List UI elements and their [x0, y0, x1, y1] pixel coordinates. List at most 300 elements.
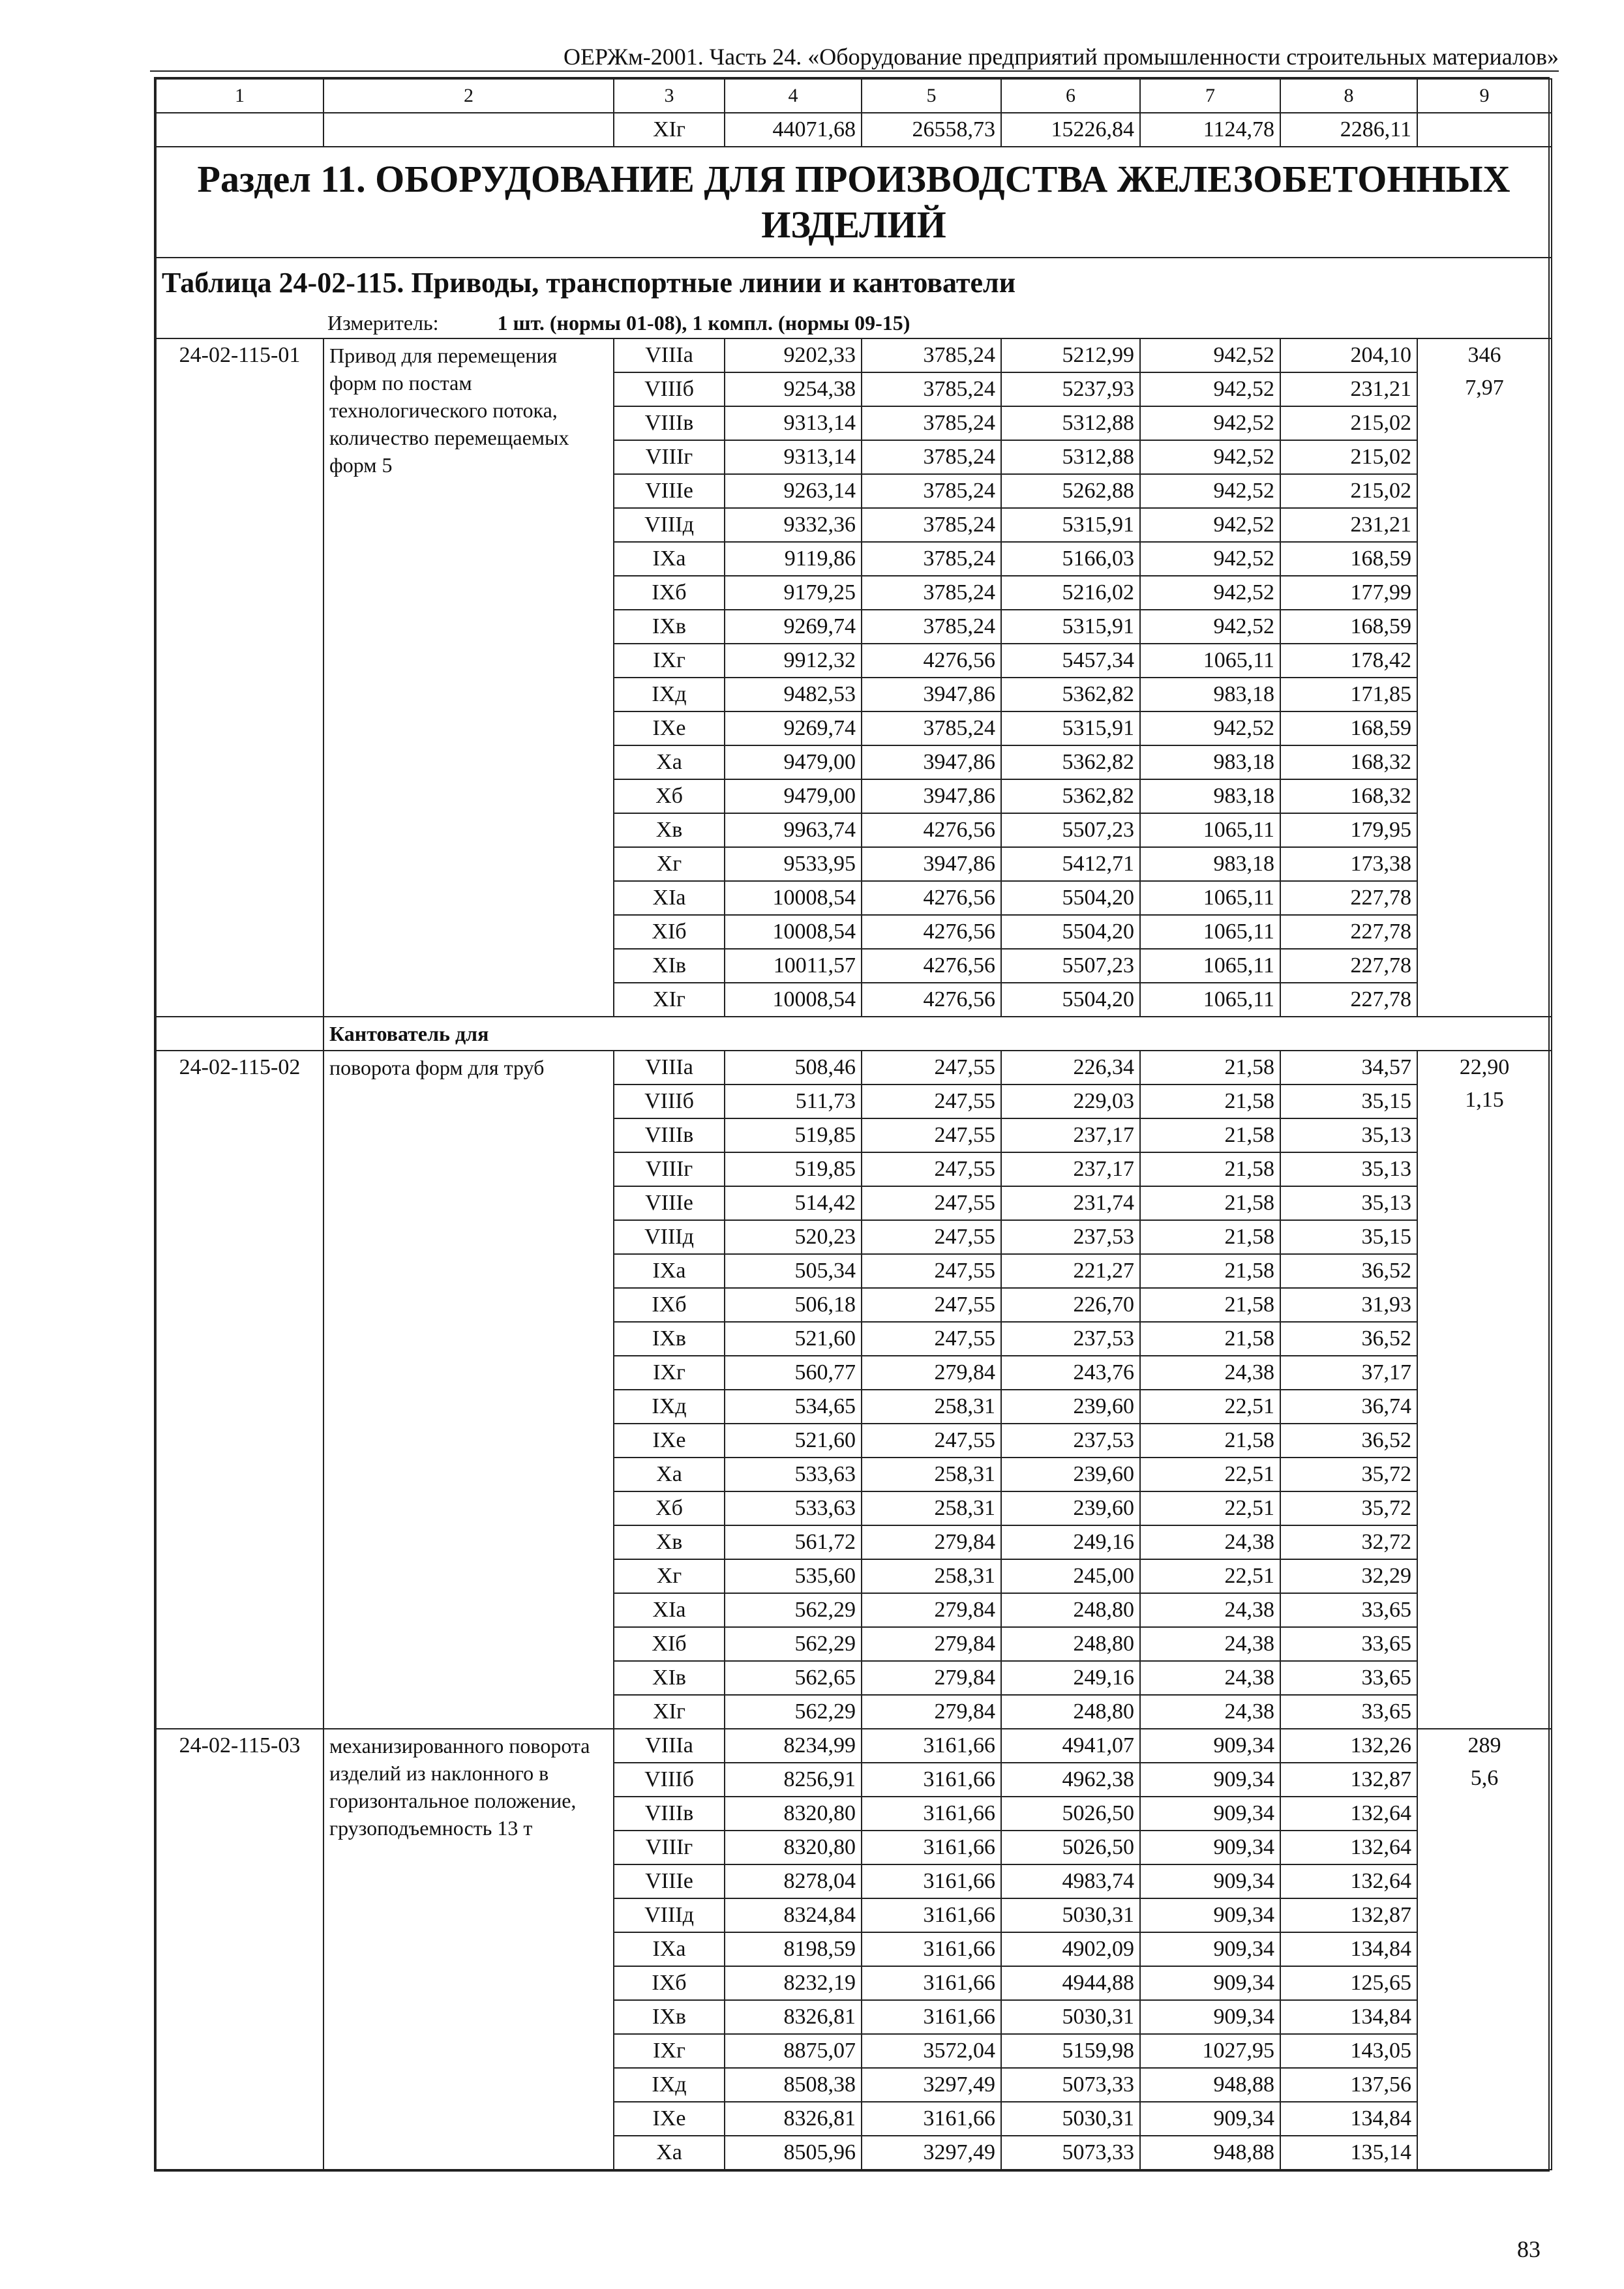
value-cell: 168,32 — [1280, 779, 1417, 813]
value-cell: 909,34 — [1140, 1898, 1280, 1932]
value-cell: 21,58 — [1140, 1254, 1280, 1288]
value-cell: 3947,86 — [862, 779, 1001, 813]
zone-cell: XIв — [614, 949, 725, 983]
value-cell: 561,72 — [725, 1525, 862, 1559]
value-cell: 227,78 — [1280, 949, 1417, 983]
value-cell: 9263,14 — [725, 474, 862, 508]
value-cell: 3785,24 — [862, 440, 1001, 474]
zone-cell: Xв — [614, 1525, 725, 1559]
value-cell: 3947,86 — [862, 678, 1001, 711]
zone-cell: VIIIг — [614, 1831, 725, 1864]
zone-cell: VIIIб — [614, 372, 725, 406]
value-cell: 4276,56 — [862, 983, 1001, 1017]
value-cell: 533,63 — [725, 1491, 862, 1525]
value-cell: 514,42 — [725, 1186, 862, 1220]
table-title: Таблица 24-02-115. Приводы, транспортные линии и кантователи — [156, 258, 1552, 308]
value-cell: 22,51 — [1140, 1458, 1280, 1491]
value-cell: 5030,31 — [1001, 2000, 1140, 2034]
value-cell: 1065,11 — [1140, 949, 1280, 983]
zone-cell: IXб — [614, 576, 725, 610]
meter-value: 1 шт. (нормы 01-08), 1 компл. (нормы 09-15) — [497, 311, 910, 335]
zone-cell: VIIIв — [614, 406, 725, 440]
value-cell: 942,52 — [1140, 610, 1280, 644]
value-cell: 521,60 — [725, 1424, 862, 1458]
subgroup-title-row — [156, 1017, 1552, 1051]
value-cell: 221,27 — [1001, 1254, 1140, 1288]
zone-cell: IXе — [614, 711, 725, 745]
norm-code: 24-02-115-03 — [156, 1729, 323, 2170]
value-cell: 534,65 — [725, 1390, 862, 1424]
value-cell: 4276,56 — [862, 881, 1001, 915]
value-cell: 132,87 — [1280, 1763, 1417, 1797]
value-cell: 983,18 — [1140, 779, 1280, 813]
value-cell: 22,51 — [1140, 1491, 1280, 1525]
zone-cell: IXг — [614, 2034, 725, 2068]
zone-cell: Xг — [614, 847, 725, 881]
value-cell: 3785,24 — [862, 576, 1001, 610]
value-cell: 3161,66 — [862, 1763, 1001, 1797]
section-title-row — [156, 147, 1552, 258]
value-cell: 168,59 — [1280, 711, 1417, 745]
zone-cell: IXв — [614, 1322, 725, 1356]
column-number: 5 — [862, 79, 1001, 113]
running-header: ОЕРЖм-2001. Часть 24. «Оборудование предприятий промышленности строительных материалов» — [563, 44, 1559, 70]
value-cell: 137,56 — [1280, 2068, 1417, 2102]
value-cell: 171,85 — [1280, 678, 1417, 711]
value-cell: 31,93 — [1280, 1288, 1417, 1322]
value-cell: 226,34 — [1001, 1051, 1140, 1085]
value-cell: 942,52 — [1140, 406, 1280, 440]
value-cell: 3785,24 — [862, 338, 1001, 372]
value-cell: 3161,66 — [862, 1831, 1001, 1864]
value-cell: 4983,74 — [1001, 1864, 1140, 1898]
zone-cell: VIIIа — [614, 1729, 725, 1763]
value-cell: 942,52 — [1140, 542, 1280, 576]
zone-cell: VIIIа — [614, 1051, 725, 1085]
value-cell: 942,52 — [1140, 711, 1280, 745]
value-cell: 9533,95 — [725, 847, 862, 881]
empty-cell — [156, 113, 323, 147]
value-cell: 3785,24 — [862, 610, 1001, 644]
value-cell: 35,72 — [1280, 1458, 1417, 1491]
value-cell: 5507,23 — [1001, 949, 1140, 983]
value-cell: 505,34 — [725, 1254, 862, 1288]
zone-cell: XIб — [614, 915, 725, 949]
value-cell: 942,52 — [1140, 372, 1280, 406]
value-cell: 3785,24 — [862, 372, 1001, 406]
empty-cell — [1417, 113, 1552, 147]
value-cell: 24,38 — [1140, 1695, 1280, 1729]
value-cell: 9313,14 — [725, 440, 862, 474]
value-cell: 562,65 — [725, 1661, 862, 1695]
labor-value: 1,15 — [1465, 1088, 1504, 1112]
value-cell: 15226,84 — [1001, 113, 1140, 147]
value-cell: 9179,25 — [725, 576, 862, 610]
carry-over-row — [156, 113, 1552, 147]
value-cell: 134,84 — [1280, 1932, 1417, 1966]
value-cell: 9482,53 — [725, 678, 862, 711]
value-cell: 247,55 — [862, 1085, 1001, 1118]
column-number: 9 — [1417, 79, 1552, 113]
value-cell: 8326,81 — [725, 2102, 862, 2136]
value-cell: 168,59 — [1280, 610, 1417, 644]
value-cell: 135,14 — [1280, 2136, 1417, 2170]
page-number: 83 — [1517, 2236, 1541, 2262]
meter-label: Измеритель: — [327, 311, 439, 335]
value-cell: 8278,04 — [725, 1864, 862, 1898]
labor-value: 346 — [1467, 343, 1501, 367]
column-number: 7 — [1140, 79, 1280, 113]
value-cell: 258,31 — [862, 1559, 1001, 1593]
zone-cell: IXг — [614, 1356, 725, 1390]
value-cell: 35,13 — [1280, 1186, 1417, 1220]
value-cell: 5315,91 — [1001, 508, 1140, 542]
value-cell: 227,78 — [1280, 915, 1417, 949]
column-number: 8 — [1280, 79, 1417, 113]
value-cell: 239,60 — [1001, 1458, 1140, 1491]
table-row — [156, 1729, 1552, 1763]
value-cell: 511,73 — [725, 1085, 862, 1118]
labor-cell — [1417, 1729, 1552, 2170]
value-cell: 5166,03 — [1001, 542, 1140, 576]
value-cell: 237,17 — [1001, 1152, 1140, 1186]
zone-cell: IXе — [614, 2102, 725, 2136]
value-cell: 179,95 — [1280, 813, 1417, 847]
zone-cell: Xб — [614, 779, 725, 813]
value-cell: 5030,31 — [1001, 2102, 1140, 2136]
norm-description: механизированного поворота изделий из наклонного в горизонтальное положение, грузоподъемность 13 т — [323, 1729, 614, 2170]
value-cell: 33,65 — [1280, 1627, 1417, 1661]
value-cell: 909,34 — [1140, 1966, 1280, 2000]
zone-cell: IXв — [614, 610, 725, 644]
column-number: 4 — [725, 79, 862, 113]
value-cell: 5504,20 — [1001, 983, 1140, 1017]
value-cell: 35,15 — [1280, 1085, 1417, 1118]
value-cell: 942,52 — [1140, 440, 1280, 474]
column-number: 3 — [614, 79, 725, 113]
zone-cell: XIг — [614, 1695, 725, 1729]
labor-value: 289 — [1467, 1733, 1501, 1758]
value-cell: 36,52 — [1280, 1424, 1417, 1458]
value-cell: 3161,66 — [862, 1898, 1001, 1932]
value-cell: 1065,11 — [1140, 644, 1280, 678]
value-cell: 3785,24 — [862, 711, 1001, 745]
value-cell: 248,80 — [1001, 1695, 1140, 1729]
value-cell: 5237,93 — [1001, 372, 1140, 406]
meter-row — [156, 308, 1552, 338]
value-cell: 3161,66 — [862, 1797, 1001, 1831]
zone-cell: VIIIб — [614, 1763, 725, 1797]
value-cell: 3785,24 — [862, 406, 1001, 440]
value-cell: 9912,32 — [725, 644, 862, 678]
zone-cell: IXв — [614, 2000, 725, 2034]
value-cell: 1065,11 — [1140, 813, 1280, 847]
value-cell: 22,51 — [1140, 1559, 1280, 1593]
zone-cell: IXг — [614, 644, 725, 678]
value-cell: 249,16 — [1001, 1661, 1140, 1695]
value-cell: 9963,74 — [725, 813, 862, 847]
value-cell: 143,05 — [1280, 2034, 1417, 2068]
value-cell: 10011,57 — [725, 949, 862, 983]
zone-cell: VIIIг — [614, 1152, 725, 1186]
value-cell: 24,38 — [1140, 1356, 1280, 1390]
value-cell: 3161,66 — [862, 1864, 1001, 1898]
value-cell: 5159,98 — [1001, 2034, 1140, 2068]
value-cell: 4276,56 — [862, 915, 1001, 949]
value-cell: 508,46 — [725, 1051, 862, 1085]
value-cell: 3161,66 — [862, 1966, 1001, 2000]
value-cell: 5212,99 — [1001, 338, 1140, 372]
table-title-row — [156, 258, 1552, 308]
value-cell: 237,17 — [1001, 1118, 1140, 1152]
zone-cell: IXд — [614, 1390, 725, 1424]
value-cell: 942,52 — [1140, 508, 1280, 542]
value-cell: 10008,54 — [725, 881, 862, 915]
value-cell: 44071,68 — [725, 113, 862, 147]
value-cell: 3785,24 — [862, 508, 1001, 542]
value-cell: 909,34 — [1140, 1763, 1280, 1797]
value-cell: 909,34 — [1140, 1831, 1280, 1864]
value-cell: 8234,99 — [725, 1729, 862, 1763]
value-cell: 9254,38 — [725, 372, 862, 406]
value-cell: 168,59 — [1280, 542, 1417, 576]
empty-cell — [323, 113, 614, 147]
value-cell: 279,84 — [862, 1627, 1001, 1661]
value-cell: 21,58 — [1140, 1152, 1280, 1186]
value-cell: 5507,23 — [1001, 813, 1140, 847]
value-cell: 3785,24 — [862, 542, 1001, 576]
value-cell: 10008,54 — [725, 915, 862, 949]
value-cell: 8256,91 — [725, 1763, 862, 1797]
value-cell: 3297,49 — [862, 2068, 1001, 2102]
value-cell: 9119,86 — [725, 542, 862, 576]
value-cell: 5073,33 — [1001, 2068, 1140, 2102]
value-cell: 9479,00 — [725, 779, 862, 813]
value-cell: 4941,07 — [1001, 1729, 1140, 1763]
column-number: 2 — [323, 79, 614, 113]
zone-cell: XIг — [614, 113, 725, 147]
value-cell: 231,74 — [1001, 1186, 1140, 1220]
value-cell: 247,55 — [862, 1152, 1001, 1186]
value-cell: 32,72 — [1280, 1525, 1417, 1559]
value-cell: 942,52 — [1140, 474, 1280, 508]
zone-cell: VIIIд — [614, 1898, 725, 1932]
labor-value: 22,90 — [1459, 1055, 1510, 1079]
zone-cell: VIIIб — [614, 1085, 725, 1118]
value-cell: 942,52 — [1140, 576, 1280, 610]
value-cell: 9202,33 — [725, 338, 862, 372]
value-cell: 134,84 — [1280, 2000, 1417, 2034]
value-cell: 227,78 — [1280, 983, 1417, 1017]
value-cell: 560,77 — [725, 1356, 862, 1390]
value-cell: 4944,88 — [1001, 1966, 1140, 2000]
zone-cell: VIIIв — [614, 1797, 725, 1831]
value-cell: 1065,11 — [1140, 881, 1280, 915]
zone-cell: Xа — [614, 745, 725, 779]
zone-cell: VIIIд — [614, 1220, 725, 1254]
value-cell: 562,29 — [725, 1695, 862, 1729]
value-cell: 21,58 — [1140, 1051, 1280, 1085]
value-cell: 1065,11 — [1140, 983, 1280, 1017]
value-cell: 229,03 — [1001, 1085, 1140, 1118]
value-cell: 5362,82 — [1001, 745, 1140, 779]
value-cell: 983,18 — [1140, 745, 1280, 779]
value-cell: 21,58 — [1140, 1424, 1280, 1458]
zone-cell: VIIIа — [614, 338, 725, 372]
table-body — [156, 79, 1552, 2170]
value-cell: 909,34 — [1140, 2102, 1280, 2136]
value-cell: 21,58 — [1140, 1186, 1280, 1220]
value-cell: 9332,36 — [725, 508, 862, 542]
zone-cell: IXб — [614, 1966, 725, 2000]
value-cell: 3161,66 — [862, 1729, 1001, 1763]
value-cell: 21,58 — [1140, 1220, 1280, 1254]
value-cell: 231,21 — [1280, 508, 1417, 542]
value-cell: 5262,88 — [1001, 474, 1140, 508]
value-cell: 5412,71 — [1001, 847, 1140, 881]
value-cell: 177,99 — [1280, 576, 1417, 610]
value-cell: 535,60 — [725, 1559, 862, 1593]
value-cell: 24,38 — [1140, 1627, 1280, 1661]
value-cell: 909,34 — [1140, 1932, 1280, 1966]
table-row — [156, 338, 1552, 372]
zone-cell: XIа — [614, 881, 725, 915]
value-cell: 5216,02 — [1001, 576, 1140, 610]
value-cell: 34,57 — [1280, 1051, 1417, 1085]
zone-cell: IXа — [614, 542, 725, 576]
value-cell: 21,58 — [1140, 1322, 1280, 1356]
value-cell: 132,64 — [1280, 1831, 1417, 1864]
zone-cell: Xг — [614, 1559, 725, 1593]
norms-table — [155, 78, 1552, 2170]
value-cell: 909,34 — [1140, 2000, 1280, 2034]
column-number: 6 — [1001, 79, 1140, 113]
value-cell: 1065,11 — [1140, 915, 1280, 949]
value-cell: 237,53 — [1001, 1424, 1140, 1458]
value-cell: 8508,38 — [725, 2068, 862, 2102]
value-cell: 8320,80 — [725, 1831, 862, 1864]
value-cell: 125,65 — [1280, 1966, 1417, 2000]
value-cell: 3161,66 — [862, 2000, 1001, 2034]
zone-cell: VIIIе — [614, 1186, 725, 1220]
zone-cell: IXа — [614, 1254, 725, 1288]
zone-cell: IXд — [614, 678, 725, 711]
zone-cell: Xа — [614, 2136, 725, 2170]
value-cell: 4902,09 — [1001, 1932, 1140, 1966]
norm-description: поворота форм для труб — [323, 1051, 614, 1729]
value-cell: 26558,73 — [862, 113, 1001, 147]
value-cell: 3297,49 — [862, 2136, 1001, 2170]
value-cell: 132,26 — [1280, 1729, 1417, 1763]
value-cell: 227,78 — [1280, 881, 1417, 915]
value-cell: 24,38 — [1140, 1593, 1280, 1627]
norm-code: 24-02-115-01 — [156, 338, 323, 1017]
value-cell: 3947,86 — [862, 745, 1001, 779]
value-cell: 132,87 — [1280, 1898, 1417, 1932]
value-cell: 237,53 — [1001, 1220, 1140, 1254]
value-cell: 245,00 — [1001, 1559, 1140, 1593]
value-cell: 8198,59 — [725, 1932, 862, 1966]
value-cell: 5030,31 — [1001, 1898, 1140, 1932]
subgroup-title: Кантователь для — [323, 1017, 1552, 1051]
value-cell: 9269,74 — [725, 711, 862, 745]
value-cell: 24,38 — [1140, 1525, 1280, 1559]
value-cell: 279,84 — [862, 1525, 1001, 1559]
value-cell: 5315,91 — [1001, 711, 1140, 745]
header-rule — [150, 70, 1559, 72]
value-cell: 32,29 — [1280, 1559, 1417, 1593]
value-cell: 247,55 — [862, 1322, 1001, 1356]
value-cell: 24,38 — [1140, 1661, 1280, 1695]
value-cell: 247,55 — [862, 1254, 1001, 1288]
value-cell: 1124,78 — [1140, 113, 1280, 147]
value-cell: 5362,82 — [1001, 779, 1140, 813]
value-cell: 215,02 — [1280, 406, 1417, 440]
zone-cell: Xв — [614, 813, 725, 847]
value-cell: 1027,95 — [1140, 2034, 1280, 2068]
value-cell: 279,84 — [862, 1661, 1001, 1695]
value-cell: 247,55 — [862, 1051, 1001, 1085]
norm-code: 24-02-115-02 — [156, 1051, 323, 1729]
value-cell: 3947,86 — [862, 847, 1001, 881]
value-cell: 8232,19 — [725, 1966, 862, 2000]
value-cell: 5504,20 — [1001, 881, 1140, 915]
zone-cell: IXа — [614, 1932, 725, 1966]
zone-cell: IXе — [614, 1424, 725, 1458]
value-cell: 8505,96 — [725, 2136, 862, 2170]
value-cell: 279,84 — [862, 1593, 1001, 1627]
value-cell: 248,80 — [1001, 1627, 1140, 1661]
value-cell: 4276,56 — [862, 813, 1001, 847]
labor-cell — [1417, 338, 1552, 1017]
zone-cell: XIг — [614, 983, 725, 1017]
section-title: Раздел 11. ОБОРУДОВАНИЕ ДЛЯ ПРОИЗВОДСТВА ЖЕЛЕЗОБЕТОННЫХ ИЗДЕЛИЙ — [156, 147, 1552, 258]
value-cell: 3161,66 — [862, 1932, 1001, 1966]
labor-value: 7,97 — [1465, 376, 1504, 400]
value-cell: 132,64 — [1280, 1797, 1417, 1831]
value-cell: 132,64 — [1280, 1864, 1417, 1898]
value-cell: 231,21 — [1280, 372, 1417, 406]
zone-cell: IXд — [614, 2068, 725, 2102]
value-cell: 3572,04 — [862, 2034, 1001, 2068]
value-cell: 21,58 — [1140, 1118, 1280, 1152]
zone-cell: Xа — [614, 1458, 725, 1491]
value-cell: 35,13 — [1280, 1118, 1417, 1152]
value-cell: 22,51 — [1140, 1390, 1280, 1424]
value-cell: 10008,54 — [725, 983, 862, 1017]
zone-cell: XIа — [614, 1593, 725, 1627]
value-cell: 173,38 — [1280, 847, 1417, 881]
zone-cell: VIIIе — [614, 474, 725, 508]
value-cell: 8324,84 — [725, 1898, 862, 1932]
column-number: 1 — [156, 79, 323, 113]
value-cell: 521,60 — [725, 1322, 862, 1356]
value-cell: 533,63 — [725, 1458, 862, 1491]
value-cell: 5315,91 — [1001, 610, 1140, 644]
value-cell: 4962,38 — [1001, 1763, 1140, 1797]
value-cell: 562,29 — [725, 1627, 862, 1661]
value-cell: 247,55 — [862, 1424, 1001, 1458]
norms-table-container — [154, 77, 1550, 2172]
value-cell: 520,23 — [725, 1220, 862, 1254]
value-cell: 33,65 — [1280, 1593, 1417, 1627]
value-cell: 247,55 — [862, 1186, 1001, 1220]
zone-cell: VIIIв — [614, 1118, 725, 1152]
value-cell: 21,58 — [1140, 1288, 1280, 1322]
value-cell: 178,42 — [1280, 644, 1417, 678]
zone-cell: Xб — [614, 1491, 725, 1525]
value-cell: 239,60 — [1001, 1491, 1140, 1525]
